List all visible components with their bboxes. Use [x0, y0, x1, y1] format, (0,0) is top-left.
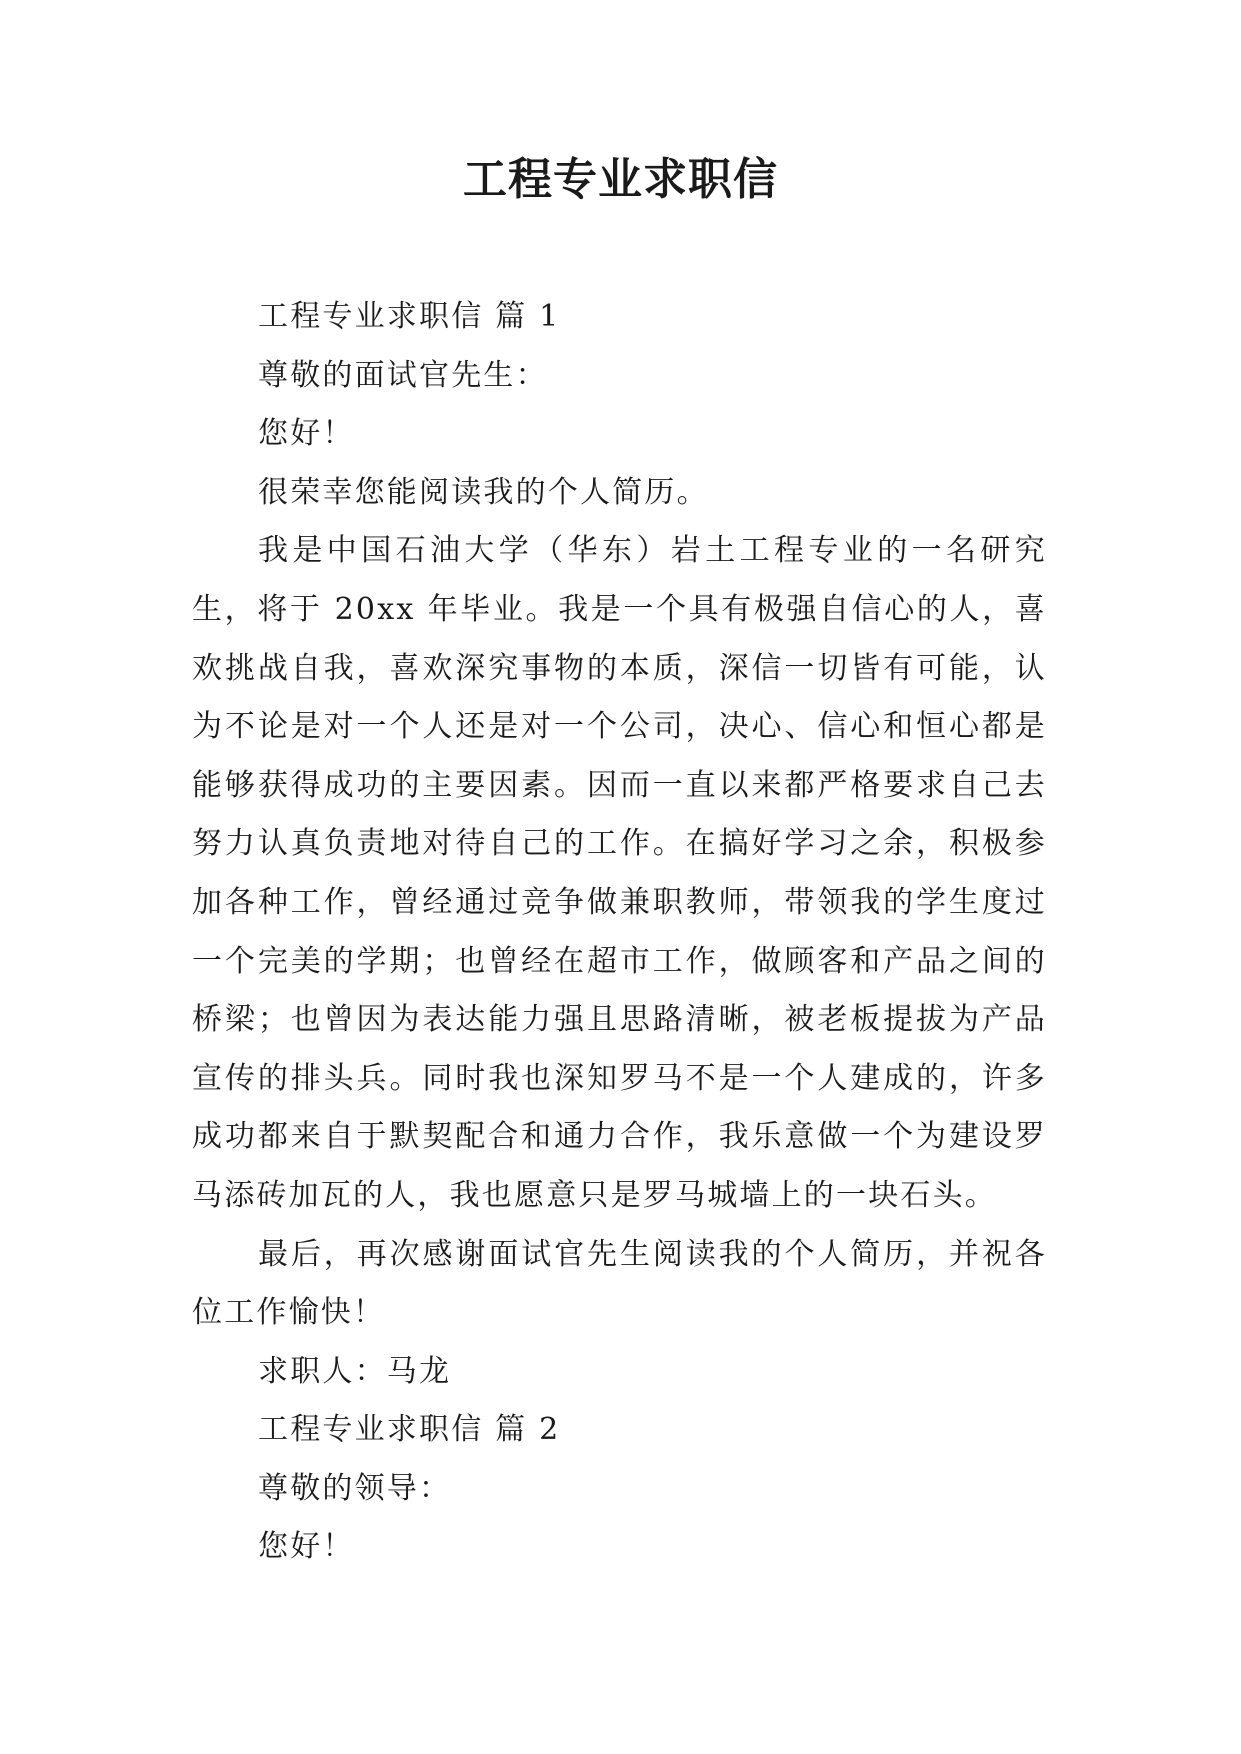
salutation-2: 尊敬的领导： — [258, 1470, 452, 1506]
greeting: 您好！ — [258, 416, 355, 452]
section-heading-1: 工程专业求职信 篇 1 — [258, 299, 561, 334]
main-paragraph: 我是中国石油大学（华东）岩土工程专业的一名研究生，将于 20xx 年毕业。我是一个具有极强自信心的人，喜欢挑战自我，喜欢深究事物的本质，深信一切皆有可能，认为不论是对一个人还是对一个公司，决心、信心和恒心都是能够获得成功的主要因素。因而一直以来都严格要求自己去努力认真负责地对待自己的工作。在搞好学习之余，积极参加各种工作，曾经通过竞争做兼职教师，带领我的学生度过一个完美的学期；也曾经在超市工作，做顾客和产品之间的桥梁；也曾因为表达能力强且思路清晰，被老板提拔为产品宣传的排头兵。同时我也深知罗马不是一个人建成的，许多成功都来自于默契配合和通力合作，我乐意做一个为建设罗马添砖加瓦的人，我也愿意只是罗马城墙上的一块石头。 — [192, 533, 1047, 1213]
opening-paragraph: 很荣幸您能阅读我的个人简历。 — [258, 474, 709, 510]
closing-paragraph: 最后，再次感谢面试官先生阅读我的个人简历，并祝各位工作愉快！ — [192, 1236, 1047, 1331]
section-heading-2: 工程专业求职信 篇 2 — [258, 1412, 561, 1448]
document-body — [192, 288, 1047, 1577]
greeting-2: 您好！ — [258, 1529, 355, 1565]
signature-line: 求职人：马龙 — [258, 1353, 452, 1389]
salutation: 尊敬的面试官先生： — [258, 357, 548, 393]
document-title: 工程专业求职信 — [463, 154, 778, 205]
